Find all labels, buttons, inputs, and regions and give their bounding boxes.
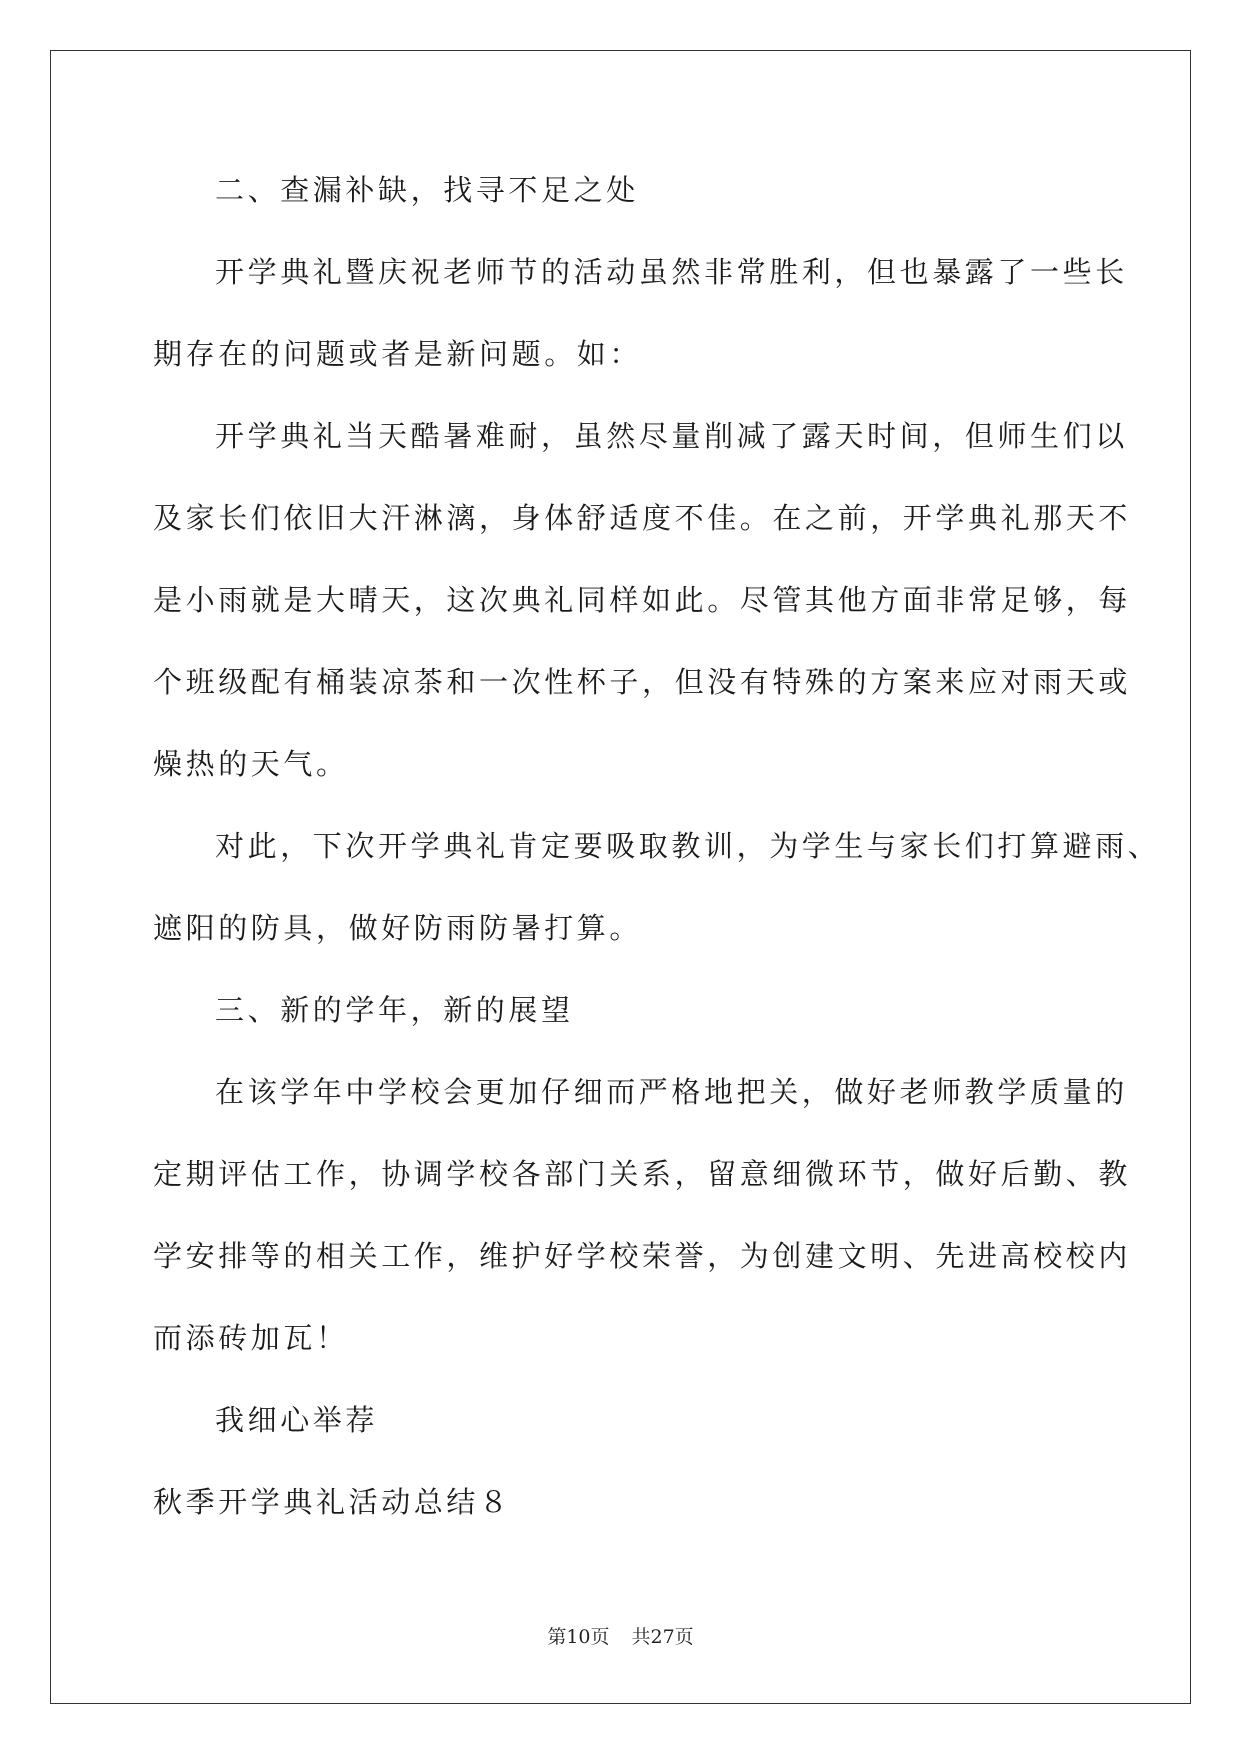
paragraph-line: 定期评估工作，协调学校各部门关系，留意细微环节，做好后勤、教 bbox=[153, 1157, 1132, 1191]
paragraph-line: 个班级配有桶装凉茶和一次性杯子，但没有特殊的方案来应对雨天或 bbox=[153, 665, 1132, 699]
page-total: 共27页 bbox=[631, 1626, 694, 1648]
paragraph-line: 及家长们依旧大汗淋漓，身体舒适度不佳。在之前，开学典礼那天不 bbox=[153, 501, 1132, 535]
recommendation-line: 我细心举荐 bbox=[215, 1403, 379, 1437]
paragraph-line: 对此，下次开学典礼肯定要吸取教训，为学生与家长们打算避雨、 bbox=[215, 829, 1161, 863]
page-border bbox=[50, 50, 1191, 1704]
page-number: 第10页 bbox=[547, 1626, 610, 1648]
paragraph-line: 是小雨就是大晴天，这次典礼同样如此。尽管其他方面非常足够，每 bbox=[153, 583, 1132, 617]
paragraph-line: 开学典礼当天酷暑难耐，虽然尽量削减了露天时间，但师生们以 bbox=[215, 419, 1128, 453]
paragraph-line: 学安排等的相关工作，维护好学校荣誉，为创建文明、先进高校校内 bbox=[153, 1239, 1132, 1273]
paragraph-line: 开学典礼暨庆祝老师节的活动虽然非常胜利，但也暴露了一些长 bbox=[215, 255, 1128, 289]
paragraph-line: 而添砖加瓦！ bbox=[153, 1321, 349, 1355]
paragraph-line: 遮阳的防具，做好防雨防暑打算。 bbox=[153, 911, 643, 945]
paragraph-line: 在该学年中学校会更加仔细而严格地把关，做好老师教学质量的 bbox=[215, 1075, 1128, 1109]
section-heading-3: 三、新的学年，新的展望 bbox=[215, 993, 574, 1027]
page-footer bbox=[0, 1624, 1241, 1650]
paragraph-line: 期存在的问题或者是新问题。如： bbox=[153, 337, 643, 371]
section-heading-2: 二、查漏补缺，找寻不足之处 bbox=[215, 173, 639, 207]
article-title: 秋季开学典礼活动总结８ bbox=[153, 1485, 512, 1519]
paragraph-line: 燥热的天气。 bbox=[153, 747, 349, 781]
